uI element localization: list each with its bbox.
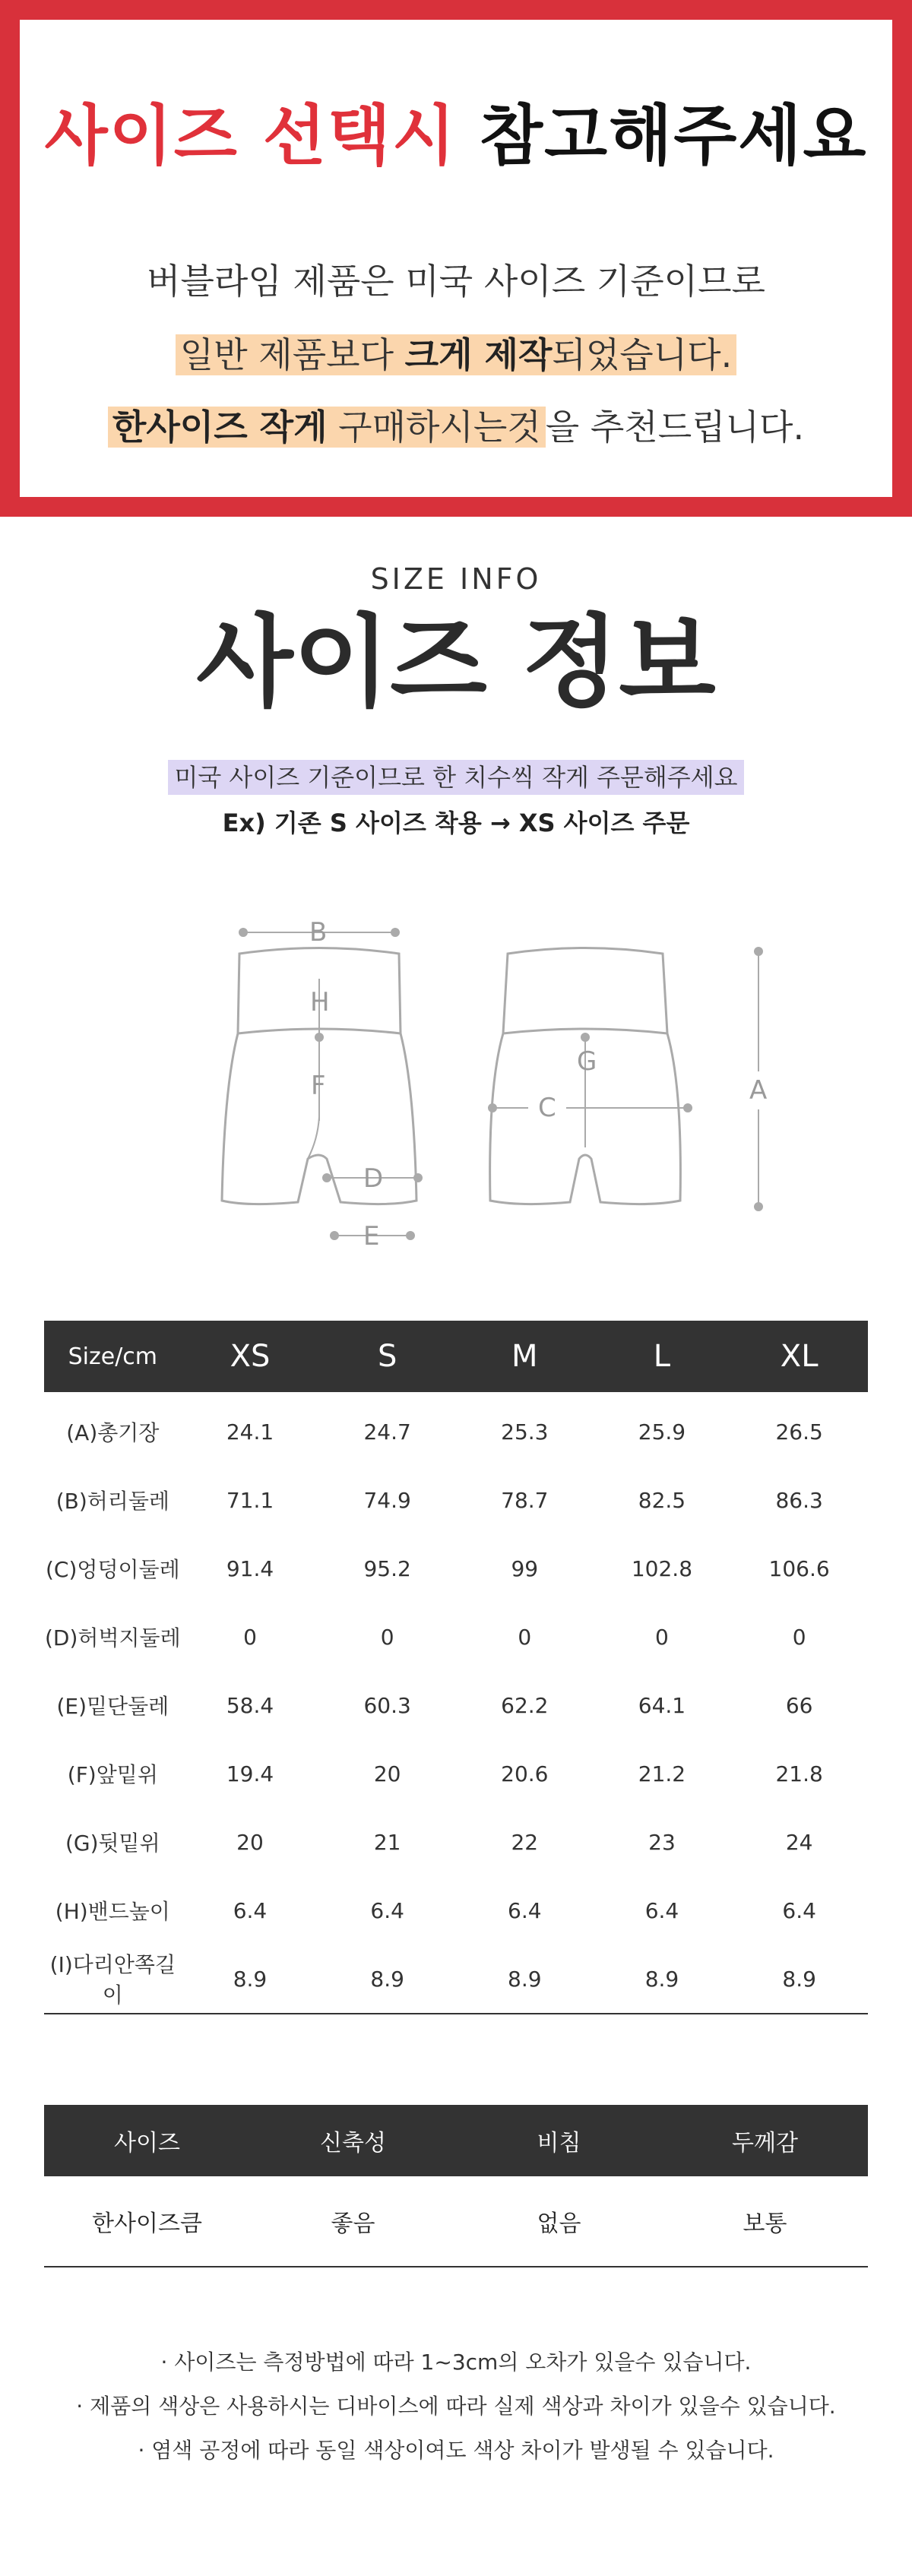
table-cell: 106.6	[768, 1555, 830, 1581]
table-cell: 71.1	[226, 1487, 274, 1513]
diagram-label-e: E	[363, 1221, 380, 1252]
table-cell: 20	[373, 1761, 401, 1786]
row-label: (B)허리둘레	[55, 1489, 169, 1514]
diagram-label-h: H	[310, 987, 330, 1017]
row-label: (I)다리안쪽길이	[44, 1945, 182, 2014]
table-cell: 6.4	[370, 1897, 404, 1923]
table-cell: 21.2	[638, 1761, 686, 1786]
diagram-label-a: A	[749, 1075, 768, 1106]
row-label: (H)밴드높이	[55, 1899, 170, 1924]
table-row	[44, 1534, 868, 1603]
notice-line-3-highlight	[108, 407, 546, 448]
size-table-header-cell: L	[594, 1321, 731, 1392]
note-line: · 제품의 색상은 사용하시는 디바이스에 따라 실제 색상과 차이가 있을수 있습니다.	[76, 2394, 836, 2419]
table-cell: 0	[243, 1624, 257, 1650]
table-cell: 0	[792, 1624, 806, 1650]
prop-header-cell: 사이즈	[44, 2105, 250, 2176]
prop-header-cell: 비침	[456, 2105, 662, 2176]
table-cell: 24.7	[363, 1419, 411, 1445]
table-cell: 20	[236, 1829, 264, 1855]
size-notes	[0, 2340, 912, 2473]
table-row	[44, 1739, 868, 1808]
size-guide-note	[0, 758, 912, 793]
table-row	[44, 1603, 868, 1671]
diagram-label-g: G	[577, 1046, 597, 1077]
size-table-header-cell: S	[318, 1321, 456, 1392]
note-line: · 사이즈는 측정방법에 따라 1~3cm의 오차가 있을수 있습니다.	[160, 2350, 752, 2375]
prop-value-cell: 한사이즈큼	[44, 2176, 250, 2267]
table-cell: 19.4	[226, 1761, 274, 1786]
table-cell: 66	[785, 1692, 813, 1718]
back-waistband	[503, 948, 667, 1034]
table-row	[44, 1945, 868, 2014]
notice-title	[20, 98, 892, 174]
table-cell: 62.2	[501, 1692, 549, 1718]
row-label: (A)총기장	[66, 1420, 160, 1445]
table-cell: 8.9	[318, 1945, 456, 2014]
table-cell: 6.4	[644, 1897, 679, 1923]
size-table-header-cell: XS	[182, 1321, 319, 1392]
table-cell: 26.5	[775, 1419, 823, 1445]
table-cell: 102.8	[631, 1555, 693, 1581]
size-table-header	[44, 1321, 868, 1392]
size-table-header-cell: M	[456, 1321, 594, 1392]
table-cell: 60.3	[363, 1692, 411, 1718]
table-cell: 21.8	[775, 1761, 823, 1786]
table-cell: 8.9	[182, 1945, 319, 2014]
table-row	[44, 2176, 868, 2267]
diagram-label-c: C	[538, 1093, 556, 1123]
table-cell: 0	[655, 1624, 669, 1650]
notice-line-2-post: 되었습니다.	[552, 334, 733, 375]
size-table-header-cell: XL	[730, 1321, 868, 1392]
notice-line-2-pre: 일반 제품보다	[179, 334, 405, 375]
table-row	[44, 1876, 868, 1945]
shorts-illustration	[0, 889, 912, 1269]
shorts-measurement-diagram	[0, 889, 912, 1269]
table-cell: 8.9	[730, 1945, 868, 2014]
table-cell: 86.3	[775, 1487, 823, 1513]
table-cell: 0	[380, 1624, 394, 1650]
size-notice-box	[0, 0, 912, 517]
diagram-label-f: F	[311, 1071, 326, 1101]
size-example: Ex) 기존 S 사이즈 착용 → XS 사이즈 주문	[222, 809, 690, 837]
table-cell: 74.9	[363, 1487, 411, 1513]
row-label: (C)엉덩이둘레	[46, 1557, 180, 1582]
table-cell: 6.4	[233, 1897, 268, 1923]
table-cell: 58.4	[226, 1692, 274, 1718]
table-row	[44, 1671, 868, 1739]
table-cell: 91.4	[226, 1555, 274, 1581]
notice-line-3-mid: 구매하시는것	[327, 407, 541, 448]
size-guide-text: 미국 사이즈 기준이므로 한 치수씩 작게 주문해주세요	[168, 760, 743, 795]
table-cell: 99	[511, 1555, 539, 1581]
size-table	[44, 1321, 868, 2014]
table-cell: 25.3	[501, 1419, 549, 1445]
notice-title-black: 참고해주세요	[479, 98, 868, 174]
table-cell: 8.9	[456, 1945, 594, 2014]
diagram-label-b: B	[309, 917, 328, 948]
table-cell: 22	[511, 1829, 539, 1855]
table-row	[44, 1466, 868, 1534]
prop-table-header	[44, 2105, 868, 2176]
notice-line-3-post: 을 추천드립니다.	[545, 407, 805, 448]
notice-line-3	[20, 400, 892, 450]
prop-value-cell: 없음	[456, 2176, 662, 2267]
prop-header-cell: 두께감	[662, 2105, 868, 2176]
fabric-property-table	[44, 2105, 868, 2267]
table-cell: 20.6	[501, 1761, 549, 1786]
prop-header-cell: 신축성	[250, 2105, 456, 2176]
notice-line-2-bold: 크게 제작	[404, 334, 553, 375]
table-cell: 0	[518, 1624, 532, 1650]
row-label: (E)밑단둘레	[56, 1694, 169, 1719]
size-info-subtitle: SIZE INFO	[370, 562, 542, 596]
prop-value-cell: 보통	[662, 2176, 868, 2267]
notice-line-1: 버블라임 제품은 미국 사이즈 기준이므로	[147, 261, 765, 302]
diagram-label-d: D	[363, 1163, 384, 1194]
prop-value-cell: 좋음	[250, 2176, 456, 2267]
row-label: (F)앞밑위	[67, 1762, 158, 1787]
table-cell: 6.4	[782, 1897, 816, 1923]
table-cell: 24	[785, 1829, 813, 1855]
table-cell: 95.2	[363, 1555, 411, 1581]
note-line: · 염색 공정에 따라 동일 색상이여도 색상 차이가 발생될 수 있습니다.	[138, 2438, 774, 2463]
table-cell: 24.1	[226, 1419, 274, 1445]
table-cell: 82.5	[638, 1487, 686, 1513]
table-cell: 21	[373, 1829, 401, 1855]
row-label: (G)뒷밑위	[65, 1831, 160, 1856]
table-row	[44, 1392, 868, 1466]
notice-line-3-bold: 한사이즈 작게	[112, 407, 328, 448]
table-cell: 8.9	[594, 1945, 731, 2014]
row-label: (D)허벅지둘레	[45, 1625, 181, 1650]
table-cell: 23	[648, 1829, 676, 1855]
size-table-header-cell: Size/cm	[44, 1321, 182, 1392]
notice-line-2	[20, 328, 892, 378]
table-cell: 64.1	[638, 1692, 686, 1718]
notice-line-2-highlight	[176, 334, 736, 375]
size-info-title: 사이즈 정보	[196, 604, 716, 721]
table-row	[44, 1808, 868, 1876]
table-cell: 25.9	[638, 1419, 686, 1445]
table-cell: 6.4	[508, 1897, 542, 1923]
table-cell: 78.7	[501, 1487, 549, 1513]
notice-title-red: 사이즈 선택시	[44, 98, 457, 174]
